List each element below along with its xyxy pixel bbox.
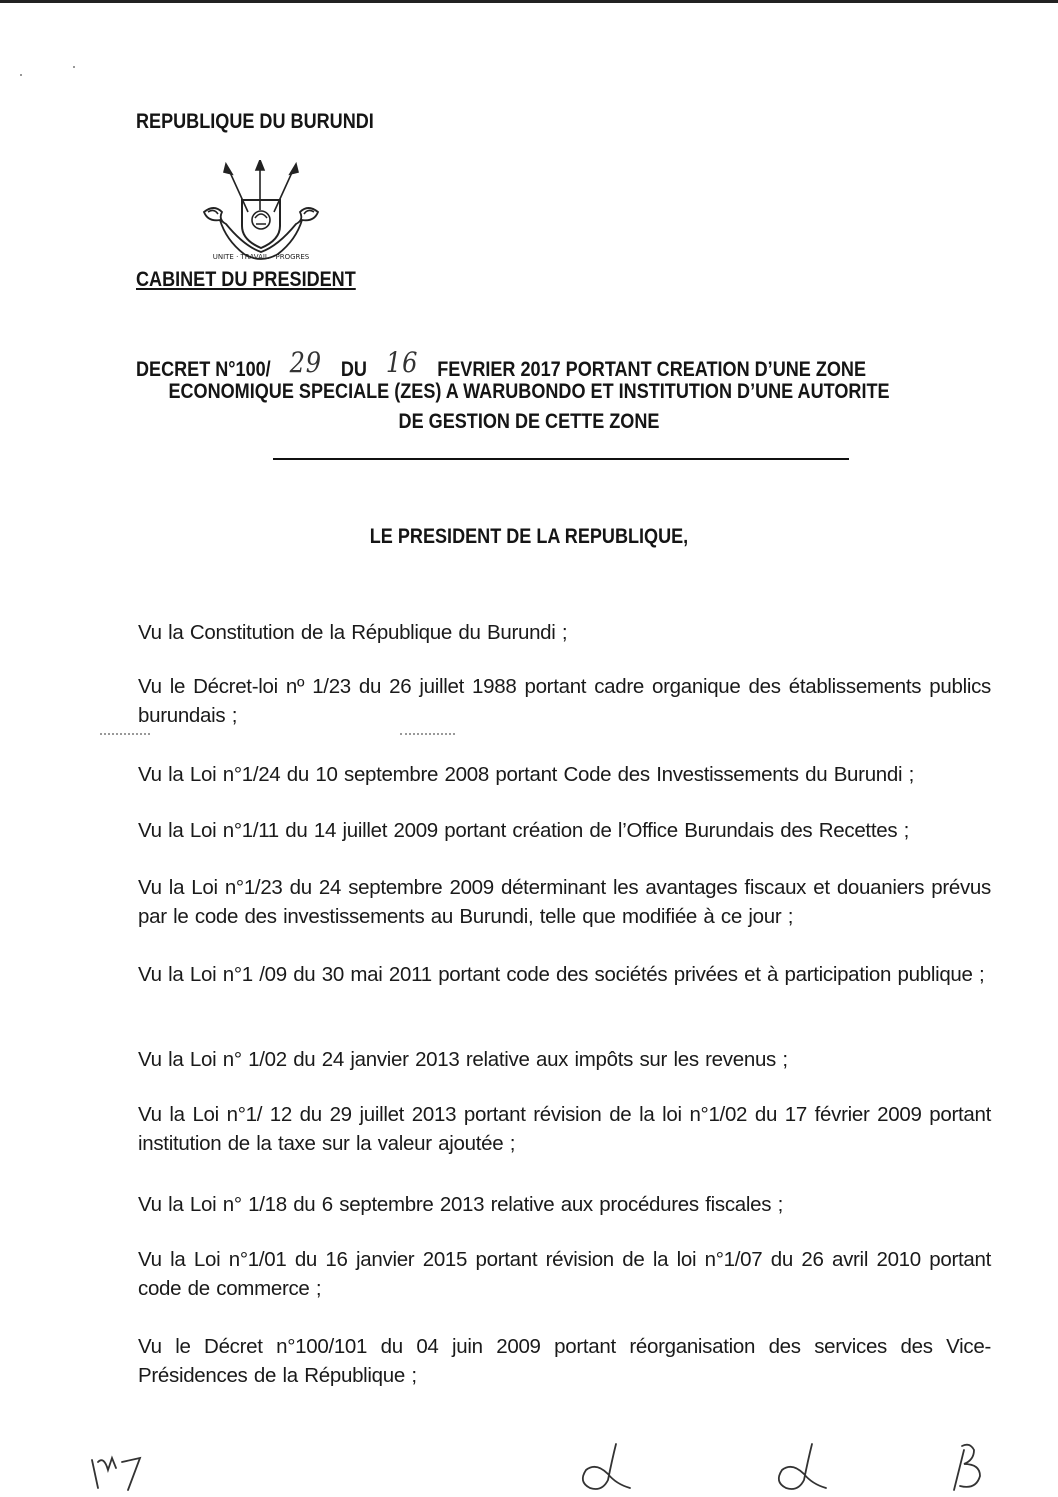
- consideration-item: Vu le Décret n°100/101 du 04 juin 2009 portant réorganisation des services des Vice-Présidences de la République ;: [138, 1335, 991, 1387]
- decree-prefix: DECRET N°100/: [136, 358, 271, 381]
- emblem-motto: UNITE · TRAVAIL · PROGRES: [212, 253, 310, 261]
- handwritten-initial-mark: [88, 1448, 148, 1494]
- scan-dots: [100, 733, 150, 737]
- consideration-item: Vu la Loi n°1/24 du 10 septembre 2008 portant Code des Investissements du Burundi ;: [138, 763, 915, 786]
- consideration-item: Vu la Loi n°1/11 du 14 juillet 2009 portant création de l’Office Burundais des Recettes ;: [138, 819, 910, 842]
- handwritten-initial-signature: [940, 1440, 1004, 1496]
- decree-title-line-1: [136, 346, 867, 383]
- scan-speck: [20, 74, 22, 76]
- decree-title-line-2: ECONOMIQUE SPECIALE (ZES) A WARUBONDO ET INSTITUTION D’UNE AUTORITE: [168, 380, 890, 403]
- handwritten-decree-number: 29: [289, 346, 322, 379]
- consideration-item: Vu la Loi n° 1/18 du 6 septembre 2013 relative aux procédures fiscales ;: [138, 1193, 783, 1216]
- president-heading: LE PRESIDENT DE LA REPUBLIQUE,: [369, 525, 689, 548]
- consideration-item: Vu la Constitution de la République du Burundi ;: [138, 621, 568, 644]
- consideration-item: Vu la Loi n°1/ 12 du 29 juillet 2013 portant révision de la loi n°1/02 du 17 février 2009 portant institution de la taxe sur la valeur ajoutée ;: [138, 1103, 991, 1155]
- consideration-item: Vu la Loi n°1 /09 du 30 mai 2011 portant code des sociétés privées et à participation publique ;: [138, 963, 985, 986]
- consideration-item: Vu la Loi n° 1/02 du 24 janvier 2013 relative aux impôts sur les revenus ;: [138, 1048, 788, 1071]
- scan-dots: [400, 733, 455, 737]
- handwritten-initial-signature: [768, 1440, 832, 1496]
- handwritten-initial-signature: [572, 1440, 636, 1496]
- title-divider: [273, 458, 849, 460]
- republic-heading: REPUBLIQUE DU BURUNDI: [136, 110, 374, 133]
- scan-speck: [73, 66, 75, 68]
- burundi-coat-of-arms-emblem: [198, 160, 324, 266]
- decree-du: DU: [340, 358, 367, 381]
- cabinet-heading: CABINET DU PRESIDENT: [136, 268, 356, 291]
- consideration-item: Vu la Loi n°1/23 du 24 septembre 2009 déterminant les avantages fiscaux et douaniers prévus par le code des investissements au Burundi, telle que modifiée à ce jour ;: [138, 876, 991, 928]
- decree-title-rest: FEVRIER 2017 PORTANT CREATION D’UNE ZONE: [437, 358, 867, 381]
- decree-title-line-3: DE GESTION DE CETTE ZONE: [398, 410, 660, 433]
- consideration-item: Vu le Décret-loi nº 1/23 du 26 juillet 1988 portant cadre organique des établissements publics burundais ;: [138, 675, 991, 727]
- consideration-item: Vu la Loi n°1/01 du 16 janvier 2015 portant révision de la loi n°1/07 du 26 avril 2010 portant code de commerce ;: [138, 1248, 991, 1300]
- scan-top-edge: [0, 0, 1058, 3]
- handwritten-day: 16: [385, 346, 419, 379]
